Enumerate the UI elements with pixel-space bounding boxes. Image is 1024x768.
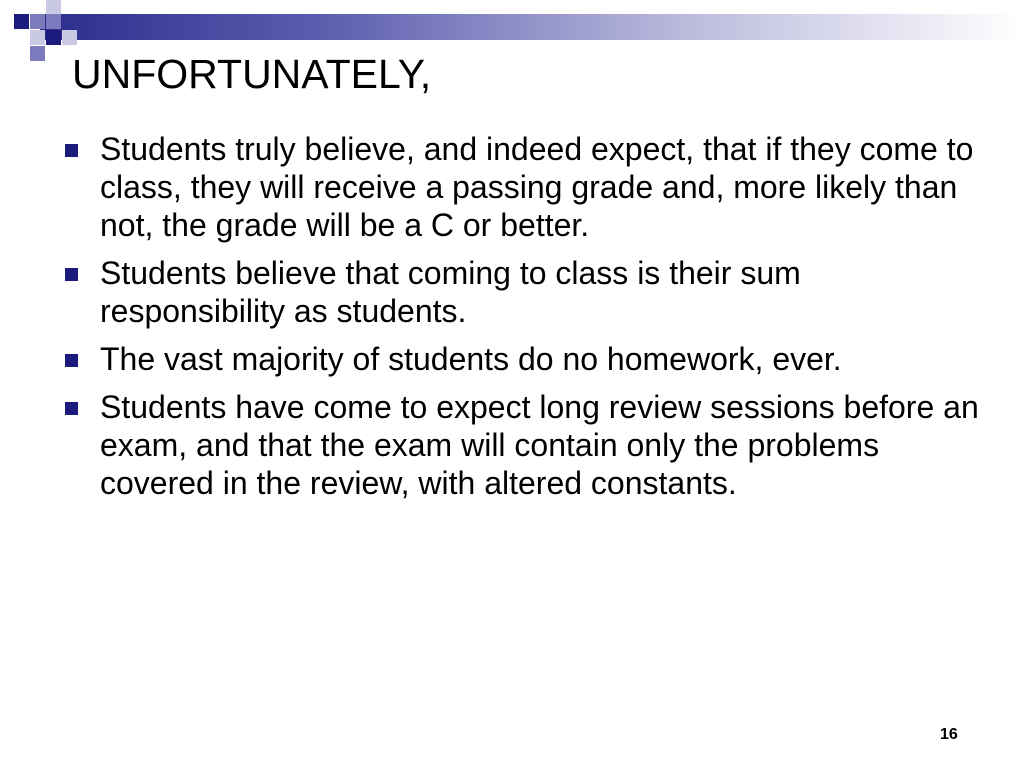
decor-square [46, 30, 61, 45]
decor-square [30, 46, 45, 61]
square-bullet-icon [65, 354, 78, 367]
decor-square [62, 30, 77, 45]
decor-square [46, 0, 61, 15]
bullet-item [62, 340, 982, 378]
decor-square [30, 30, 45, 45]
bullet-item [62, 388, 982, 502]
slide-title: UNFORTUNATELY, [72, 51, 432, 97]
page-number: 16 [940, 726, 958, 743]
square-bullet-icon [65, 268, 78, 281]
bullet-text: Students have come to expect long review sessions before an exam, and that the exam will contain only the problems covered in the review, with altered constants. [100, 389, 979, 501]
square-bullet-icon [65, 402, 78, 415]
bullet-text: Students believe that coming to class is their sum responsibility as students. [100, 255, 801, 329]
header-gradient-bar [40, 14, 1024, 40]
bullet-item [62, 130, 982, 244]
bullet-item [62, 254, 982, 330]
bullet-list [62, 130, 982, 512]
bullet-text: Students truly believe, and indeed expect, that if they come to class, they will receive a passing grade and, more likely than not, the grade will be a C or better. [100, 131, 974, 243]
decor-square [46, 14, 61, 29]
square-bullet-icon [65, 144, 78, 157]
bullet-text: The vast majority of students do no homework, ever. [100, 341, 842, 377]
decor-square [14, 14, 29, 29]
decor-square [30, 14, 45, 29]
